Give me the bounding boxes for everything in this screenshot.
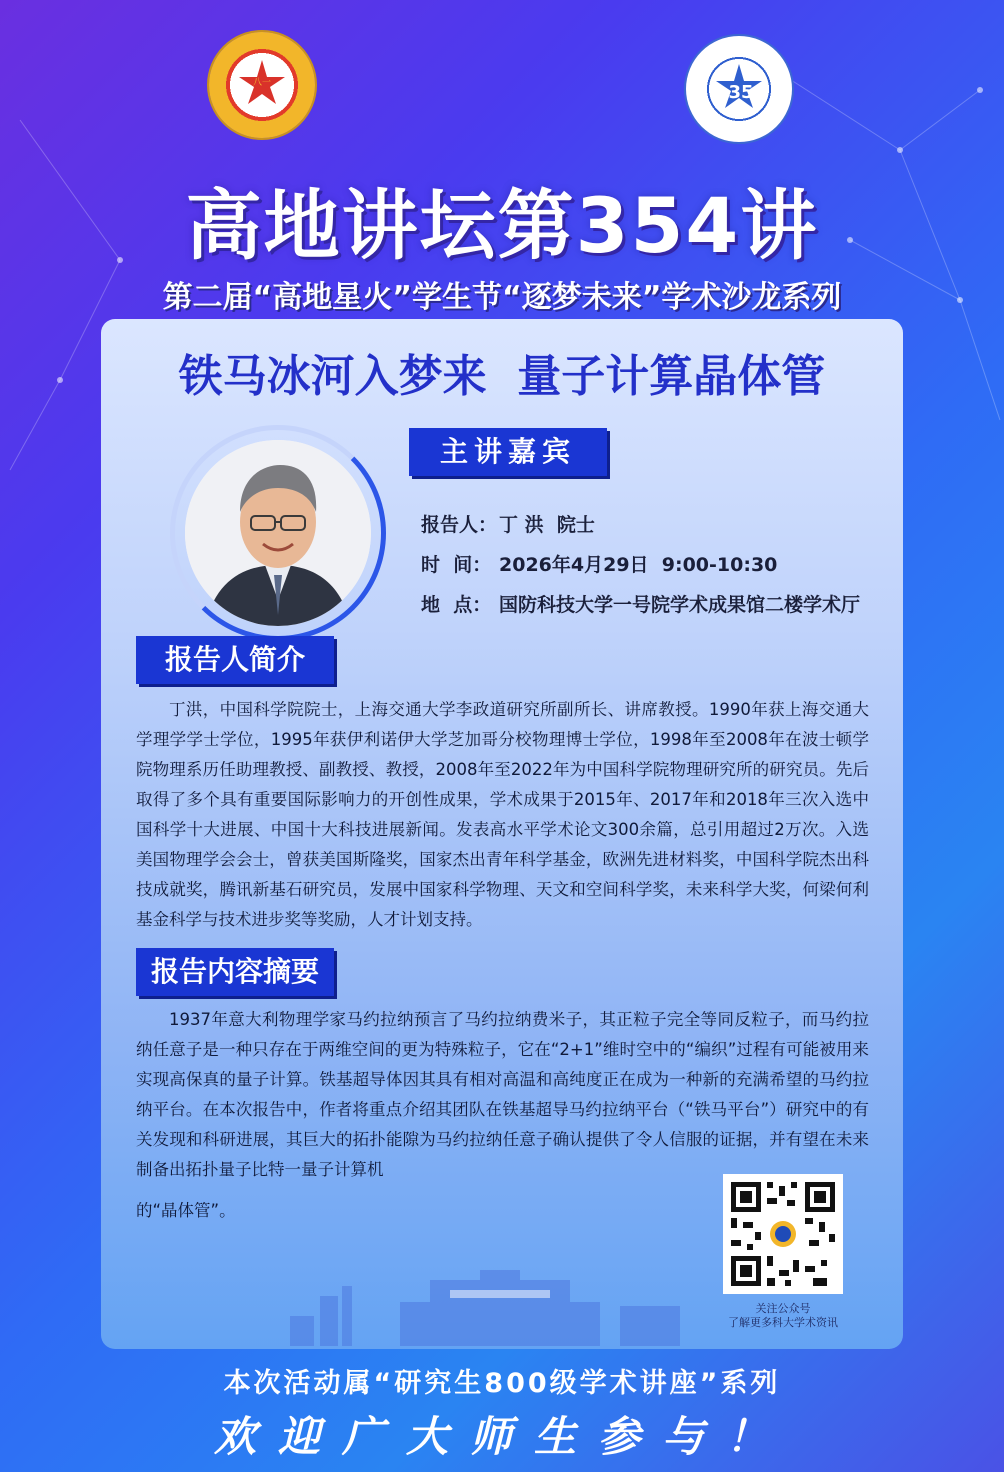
series-subtitle: 第二届“高地星火”学生节“逐梦未来”学术沙龙系列 bbox=[162, 280, 842, 315]
speaker-bio: 丁洪，中国科学院院士，上海交通大学李政道研究所副所长、讲席教授。1990年获上海交通大学理学学士学位，1995年获伊利诺伊大学芝加哥分校物理博士学位，1998年至2008年在波士顿学院物理系历任助理教授、副教授、教授，2008年至2022年为中国科学院物理研究所的研究员。先后取得了多个具有重要国际影响力的开创性成果，学术成果于2015年、2017年和2018年三次入选中国科学十大进展、中国十大科技进展新闻。发表高水平学术论文300余篇，总引用超过2万次。入选美国物理学会会士，曾获美国斯隆奖，国家杰出青年科学基金，欧洲先进材料奖，中国科学院杰出科技成就奖，腾讯新基石研究员，发展中国家科学物理、天文和空间科学奖，未来科学大奖，何梁何利基金科学与技术进步奖等奖励，人才计划支持。 bbox=[136, 700, 869, 929]
abstract-text: 1937年意大利物理学家马约拉纳预言了马约拉纳费米子，其正粒子完全等同反粒子，而马约拉纳任意子是一种只存在于两维空间的更为特殊粒子，它在“2+1”维时空中的“编织”过程有可能被用来实现高保真的量子计算。铁基超导体因其具有相对高温和高纯度正在成为一种新的充满希望的马约拉纳平台。在本次报告中，作者将重点介绍其团队在铁基超导马约拉纳平台（“铁马平台”）研究中的有关发现和科研进展，其巨大的拓扑能隙为马约拉纳任意子确认提供了令人信服的证据，并有望在未来制备出拓扑量子比特一量子计算机 bbox=[136, 1010, 869, 1179]
talk-title: 铁马冰河入梦来 量子计算晶体管 bbox=[178, 351, 826, 402]
qr-caption-info: 了解更多科大学术资讯 bbox=[728, 1316, 838, 1329]
speaker-row bbox=[421, 510, 595, 537]
campus-skyline-illustration bbox=[280, 1266, 730, 1346]
svg-text:35: 35 bbox=[728, 82, 754, 103]
abstract-badge: 报告内容摘要 bbox=[136, 948, 334, 996]
place-value: 国防科技大学一号院学术成果馆二楼学术厅 bbox=[499, 594, 861, 616]
lecture-series-title: 高地讲坛第354讲 bbox=[185, 181, 819, 270]
place-label: 地 点： bbox=[421, 594, 492, 616]
speaker-portrait bbox=[185, 440, 371, 626]
intro-badge: 报告人简介 bbox=[136, 636, 334, 684]
footer-welcome: 欢迎广大师生参与！ bbox=[213, 1412, 790, 1461]
svg-text:八一: 八一 bbox=[252, 78, 272, 88]
time-label: 时 间： bbox=[421, 554, 492, 576]
speaker-value: 丁 洪 院士 bbox=[499, 514, 595, 536]
qr-caption-follow: 关注公众号 bbox=[755, 1302, 811, 1315]
guest-badge: 主讲嘉宾 bbox=[409, 428, 607, 476]
university-emblem-logo bbox=[209, 32, 315, 138]
time-row bbox=[421, 550, 777, 577]
abstract-text-tail: 的“晶体管”。 bbox=[136, 1201, 236, 1220]
speaker-label: 报告人： bbox=[421, 514, 498, 536]
qr-code[interactable] bbox=[723, 1174, 843, 1294]
footer-series-note: 本次活动属“研究生800级学术讲座”系列 bbox=[223, 1368, 781, 1399]
club-35-emblem-logo bbox=[686, 36, 792, 142]
time-value: 2026年4月29日 9:00-10:30 bbox=[499, 554, 778, 576]
qr-code-icon bbox=[723, 1174, 843, 1294]
place-row bbox=[421, 590, 860, 617]
